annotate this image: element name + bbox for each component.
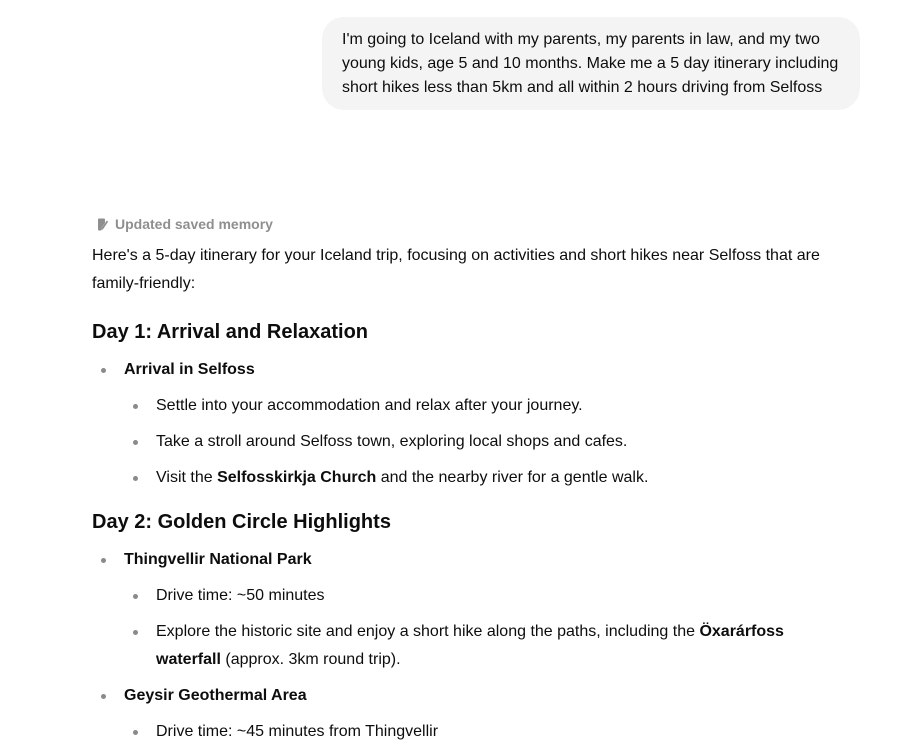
memory-notice-label: Updated saved memory [115, 216, 273, 232]
bullet-text: and the nearby river for a gentle walk. [376, 469, 649, 486]
memory-updated-notice[interactable] [96, 216, 273, 232]
bullet-text: Drive time: ~45 minutes from Thingvellir [156, 723, 439, 740]
day2-list [92, 546, 852, 740]
list-item [124, 618, 852, 674]
memory-edit-icon [96, 217, 109, 232]
day1-heading: Day 1: Arrival and Relaxation [92, 321, 369, 343]
list-item [124, 392, 852, 420]
day2-heading: Day 2: Golden Circle Highlights [92, 511, 391, 533]
day2-item2-sublist [124, 718, 852, 740]
bullet-text: Take a stroll around Selfoss town, exploring local shops and cafes. [156, 433, 628, 450]
bullet-text: Settle into your accommodation and relax after your journey. [156, 397, 583, 414]
bold-place-name: Selfosskirkja Church [217, 469, 377, 486]
user-message-bubble [322, 17, 860, 110]
list-item [124, 718, 852, 740]
day2-item1-title: Thingvellir National Park [124, 551, 312, 568]
bullet-text: Visit the [156, 469, 218, 486]
day2-item1-sublist [124, 582, 852, 674]
list-item [124, 582, 852, 610]
list-item [92, 546, 852, 674]
day1-list [92, 356, 852, 492]
assistant-message [92, 242, 852, 740]
list-item [92, 682, 852, 740]
list-item [124, 464, 852, 492]
bullet-text: Drive time: ~50 minutes [156, 587, 325, 604]
bullet-text: (approx. 3km round trip). [220, 651, 401, 668]
bullet-text: Explore the historic site and enjoy a short hike along the paths, including the [156, 623, 700, 640]
list-item [124, 428, 852, 456]
day1-item-title: Arrival in Selfoss [124, 361, 255, 378]
user-message-text: I'm going to Iceland with my parents, my parents in law, and my two young kids, age 5 and 10 months. Make me a 5 day itinerary including short hikes less than 5km and all within 2 hours driving from Selfoss [342, 31, 839, 96]
list-item [92, 356, 852, 492]
assistant-intro: Here's a 5-day itinerary for your Iceland trip, focusing on activities and short hikes near Selfoss that are family-friendly: [92, 247, 820, 292]
bold-place-name: Öxarárfoss waterfall [156, 623, 784, 668]
day2-item2-title: Geysir Geothermal Area [124, 687, 307, 704]
day1-sublist [124, 392, 852, 492]
